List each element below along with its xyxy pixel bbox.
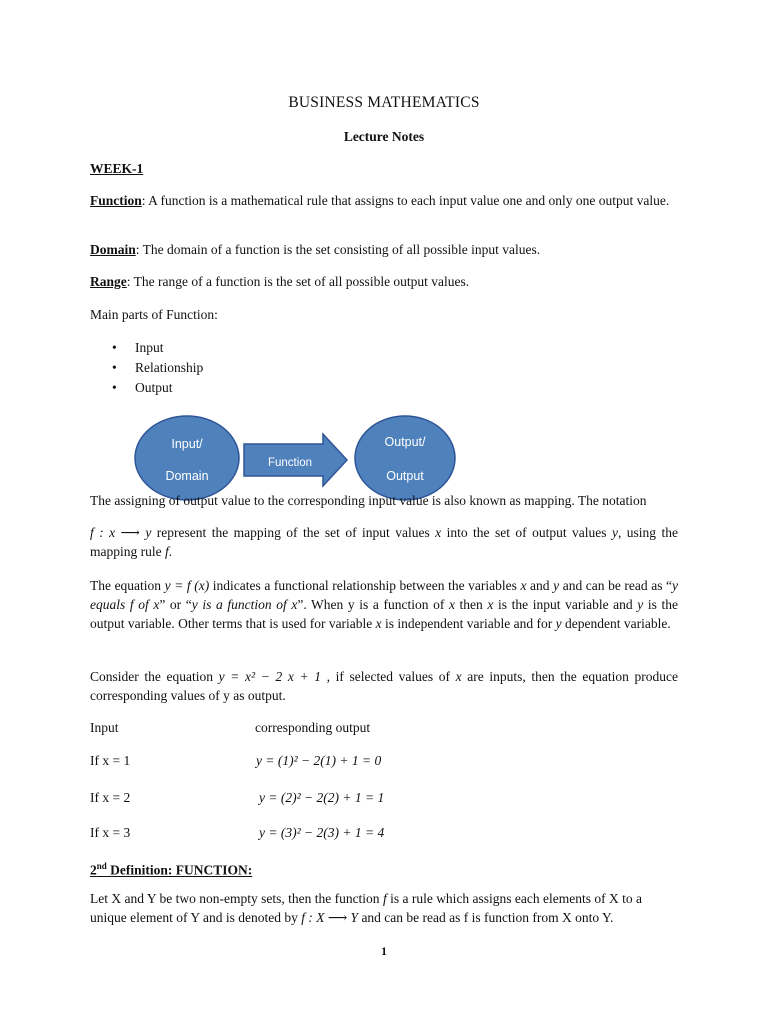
output-column-header: corresponding output [255,720,371,735]
bullet-icon: • [112,360,117,375]
definition-text: Let X and Y be two non-empty sets, then the function [90,891,383,906]
second-definition-paragraph [90,889,678,927]
notation-paragraph [90,523,678,561]
input-label-line2: Domain [165,469,209,483]
list-item-label: Relationship [135,360,204,375]
output-label-line2: Output [386,469,424,483]
consider-text: if selected values of [329,669,456,684]
consider-paragraph [90,667,678,705]
notation-text: . [168,544,173,559]
equation-paragraph [90,576,678,633]
math-var: y [611,525,618,540]
quadratic-formula: y = x² − 2 x + 1 , [218,669,330,684]
heading-ordinal: nd [96,861,107,871]
function-diagram [130,412,470,502]
consider-text: are inputs, then the equation produce corresponding values of y as output. [90,669,678,703]
heading-text: Definition: FUNCTION: [106,862,253,878]
input-column-header: Input [90,720,119,735]
input-domain-circle [135,416,239,500]
equation-text: ”. When y is a function of [297,597,449,612]
math-var: y [553,578,560,593]
table-row [90,788,678,808]
math-var: x [520,578,527,593]
row-output: y = (1)² − 2(1) + 1 = 0 [256,753,382,768]
table-row [90,751,678,771]
list-item [112,338,203,358]
range-definition [90,272,678,291]
math-var: y [555,616,562,631]
arrow-label: Function [267,457,313,469]
document-subtitle: Lecture Notes [343,129,425,144]
row-input: If x = 3 [90,825,131,840]
math-var: x [487,597,494,612]
mapping-notation: f : X ⟶ Y [301,910,359,925]
math-var: f [382,891,387,906]
range-term: Range [90,274,127,289]
heading-number: 2 [90,862,97,878]
equation-text: is independent variable and for [381,616,556,631]
function-term: Function [90,193,142,208]
equation-formula: y = f (x) [164,578,210,593]
domain-definition-text: : The domain of a function is the set consisting of all possible input values. [135,242,541,257]
range-definition-text: : The range of a function is the set of all possible output values. [126,274,470,289]
bullet-icon: • [112,380,117,395]
mapping-formula: f : x ⟶ y [90,525,152,540]
domain-definition [90,240,678,259]
row-input: If x = 2 [90,790,131,805]
notation-text: into the set of output values [441,525,612,540]
notation-text: , using the mapping rule [90,525,678,559]
row-output: y = (2)² − 2(2) + 1 = 1 [259,790,385,805]
definition-text: is a rule which assigns each elements of X to a unique element of Y and is denoted by [90,891,643,925]
domain-term: Domain [90,242,136,257]
definition-text: and can be read as f is function from X onto Y. [358,910,614,925]
math-var: y [637,597,644,612]
math-var: x [375,616,382,631]
second-definition-heading [90,857,678,880]
input-label-line1: Input/ [171,437,203,451]
equation-reading: y equals f of x [90,578,679,612]
main-parts-list [112,338,203,398]
row-output: y = (3)² − 2(3) + 1 = 4 [259,825,385,840]
list-item [112,378,203,398]
equation-text: The equation [90,578,165,593]
list-item-label: Input [135,340,164,355]
equation-text: is the input variable and [493,597,638,612]
row-input: If x = 1 [90,753,131,768]
output-circle [355,416,455,500]
page-number: 1 [381,944,387,958]
math-var: x [448,597,455,612]
equation-reading: y is a function of x [191,597,298,612]
equation-text: ” or “ [159,597,192,612]
equation-text: indicates a functional relationship between the variables [209,578,521,593]
list-item-label: Output [135,380,173,395]
bullet-icon: • [112,340,117,355]
week-heading: WEEK-1 [90,161,144,176]
consider-text: Consider the equation [90,669,219,684]
math-var: x [455,669,462,684]
function-definition-text: : A function is a mathematical rule that assigns to each input value one and only one output value. [141,193,670,208]
math-var: x [435,525,442,540]
document-title: BUSINESS MATHEMATICS [288,94,480,111]
math-var: f [164,544,169,559]
table-row [90,823,678,843]
equation-text: is the output variable. Other terms that is used for variable [90,597,678,631]
equation-text: dependent variable. [561,616,671,631]
function-definition [90,191,678,210]
notation-text: represent the mapping of the set of input values [151,525,436,540]
equation-text: then [454,597,488,612]
equation-text: and [526,578,554,593]
mapping-paragraph: The assigning of output value to the corresponding input value is also known as mapping. The notation [90,493,647,508]
list-item [112,358,203,378]
output-label-line1: Output/ [384,435,426,449]
equation-text: and can be read as “ [559,578,673,593]
main-parts-heading: Main parts of Function: [90,307,218,322]
table-header-row [90,718,678,738]
